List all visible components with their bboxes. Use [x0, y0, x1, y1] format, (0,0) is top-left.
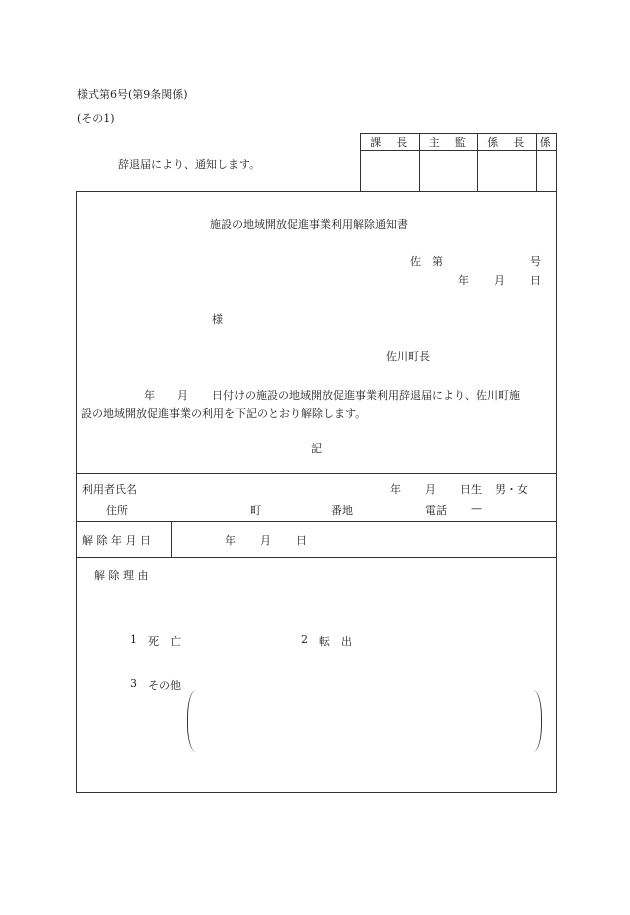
reason-option-2-text[interactable]: 転 出: [319, 635, 352, 648]
body-line-1: 日付けの施設の地域開放促進事業利用辞退届により、佐川町施: [212, 389, 520, 402]
frame-top-line: [76, 191, 557, 192]
addressee-honorific: 様: [212, 313, 223, 326]
divider-cancel-date-column: [171, 521, 172, 557]
reason-other-detail-field[interactable]: [200, 695, 525, 747]
reason-option-3-number: 3: [130, 677, 137, 690]
reason-option-1-number: 1: [130, 633, 137, 646]
stamp-header-kacho: 課 長: [361, 134, 420, 151]
stamp-header-kakari: 係: [536, 134, 557, 151]
reason-label: 解 除 理 由: [94, 569, 149, 582]
stamp-box-kacho[interactable]: [361, 151, 420, 192]
banchi-label: 番地: [331, 504, 353, 517]
divider-cancel-date-top: [76, 521, 557, 522]
body-line-2: 設の地域開放促進事業の利用を下記のとおり解除します。: [81, 407, 367, 420]
reason-other-left-bracket: [187, 690, 196, 752]
frame-left-line: [76, 191, 77, 793]
cancellation-date-label: 解 除 年 月 日: [82, 534, 151, 547]
body-month: 月: [177, 389, 188, 402]
issue-date-year: 年: [458, 274, 469, 287]
body-year: 年: [144, 389, 155, 402]
issuer: 佐川町長: [386, 350, 430, 363]
town-label: 町: [250, 504, 261, 517]
document-title: 施設の地域開放促進事業利用解除通知書: [210, 218, 408, 231]
user-name-label: 利用者氏名: [82, 483, 137, 496]
reason-option-2-number: 2: [301, 633, 308, 646]
cancellation-day: 日: [296, 534, 307, 547]
phone-label: 電話: [425, 504, 447, 517]
stamp-header-kakaricho: 係 長: [478, 134, 537, 151]
frame-right-line: [556, 191, 557, 793]
frame-bottom-line: [76, 792, 557, 793]
birth-day: 日生: [460, 483, 482, 496]
cancellation-month: 月: [260, 534, 271, 547]
phone-dash: —: [471, 502, 482, 515]
reason-option-3-text[interactable]: その他: [148, 679, 181, 692]
stamp-box-kakari[interactable]: [536, 151, 557, 192]
approval-stamp-table: [360, 133, 557, 192]
reason-other-right-bracket: [533, 690, 542, 752]
form-part: (その1): [77, 112, 115, 125]
birth-year: 年: [390, 483, 401, 496]
divider-user-info: [76, 473, 557, 474]
divider-reason-top: [76, 557, 557, 558]
birth-month: 月: [425, 483, 436, 496]
reason-option-1-text[interactable]: 死 亡: [148, 635, 181, 648]
document-number-suffix: 号: [530, 255, 541, 268]
ki-label: 記: [311, 442, 322, 455]
cancellation-year: 年: [225, 534, 236, 547]
stamp-header-shukan: 主 監: [419, 134, 478, 151]
gender: 男・女: [495, 483, 528, 496]
style-number: 様式第6号(第9条関係): [77, 88, 188, 101]
stamp-box-shukan[interactable]: [419, 151, 478, 192]
address-label: 住所: [106, 504, 128, 517]
document-number-prefix: 佐 第: [410, 255, 443, 268]
stamp-box-kakaricho[interactable]: [478, 151, 537, 192]
issue-date-month: 月: [494, 274, 505, 287]
issue-date-day: 日: [530, 274, 541, 287]
notice-text: 辞退届により、通知します。: [118, 158, 261, 171]
